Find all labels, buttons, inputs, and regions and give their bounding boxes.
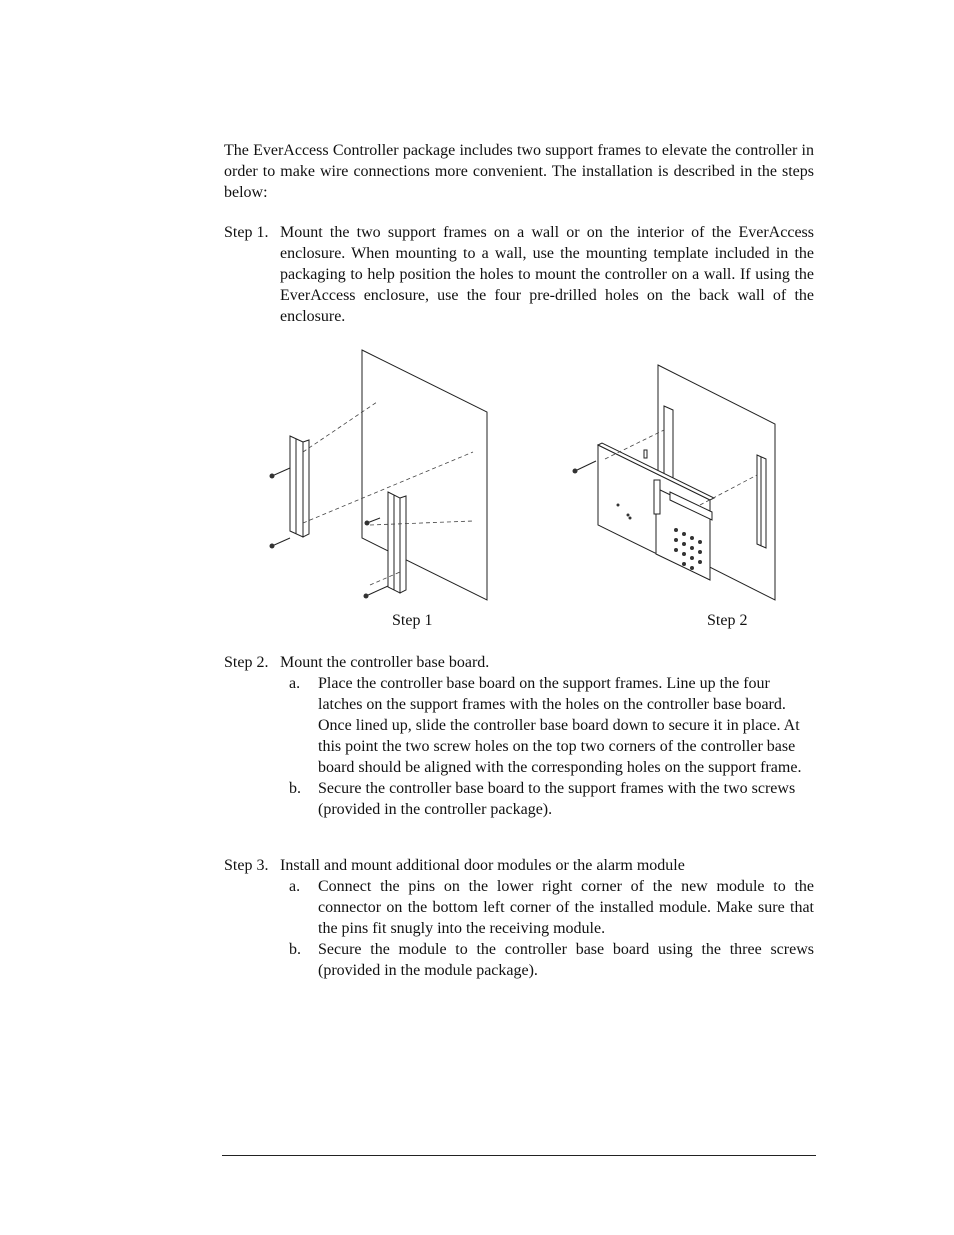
step-2 [224,652,814,820]
step-2-text: Mount the controller base board. [280,654,490,671]
step-3-sub-b [289,939,814,981]
screw-icon [270,468,291,479]
step-2-label: Step 2. [224,654,269,671]
intro-paragraph: The EverAccess Controller package includes two support frames to elevate the controller in order to make wire connections more convenient. The installation is described in the steps below: [224,142,814,201]
step-3-text: Install and mount additional door modules or the alarm module [280,857,685,874]
sub-label: b. [289,941,301,958]
step-1-label: Step 1. [224,224,269,241]
step-1-text: Mount the two support frames on a wall or on the interior of the EverAccess enclosure. When mounting to a wall, use the mounting template included in the packaging to help position the holes to mount the controller on a wall. If using the EverAccess enclosure, use the four pre-drilled holes on the back wall of the enclosure. [280,224,814,325]
footer-rule [222,1155,816,1156]
screw-icon [573,461,597,474]
screw-icon [270,538,291,549]
sub-text: Secure the module to the controller base board using the three screws (provided in the module package). [318,941,814,979]
step-3 [224,855,814,981]
figure-caption-step-2: Step 2 [707,612,748,629]
step-3-label: Step 3. [224,857,269,874]
step-1 [224,222,814,327]
step-2-sub-b [289,778,814,820]
sub-label: a. [289,878,301,895]
figure-caption-step-1: Step 1 [392,612,433,629]
sub-label: a. [289,675,301,692]
sub-text: Secure the controller base board to the support frames with the two screws (provided in the controller package). [318,780,796,818]
step-2-sub-a [289,673,814,778]
sub-text: Place the controller base board on the support frames. Line up the four latches on the support frames with the holes on the controller base board. Once lined up, slide the controller base board down to secure it in place. At this point the two screw holes on the top two corners of the controller base board should be aligned with the corresponding holes on the support frame. [318,675,802,776]
step-3-sub-a [289,876,814,939]
screw-icon [364,586,389,599]
step2-illustration [573,365,776,600]
sub-label: b. [289,780,301,797]
sub-text: Connect the pins on the lower right corner of the new module to the connector on the bottom left corner of the installed module. Make sure that the pins fit snugly into the receiving module. [318,878,814,937]
installation-diagram [0,340,954,640]
installation-figure [0,340,954,640]
step1-illustration [270,350,488,600]
wall-panel-left [362,350,487,600]
